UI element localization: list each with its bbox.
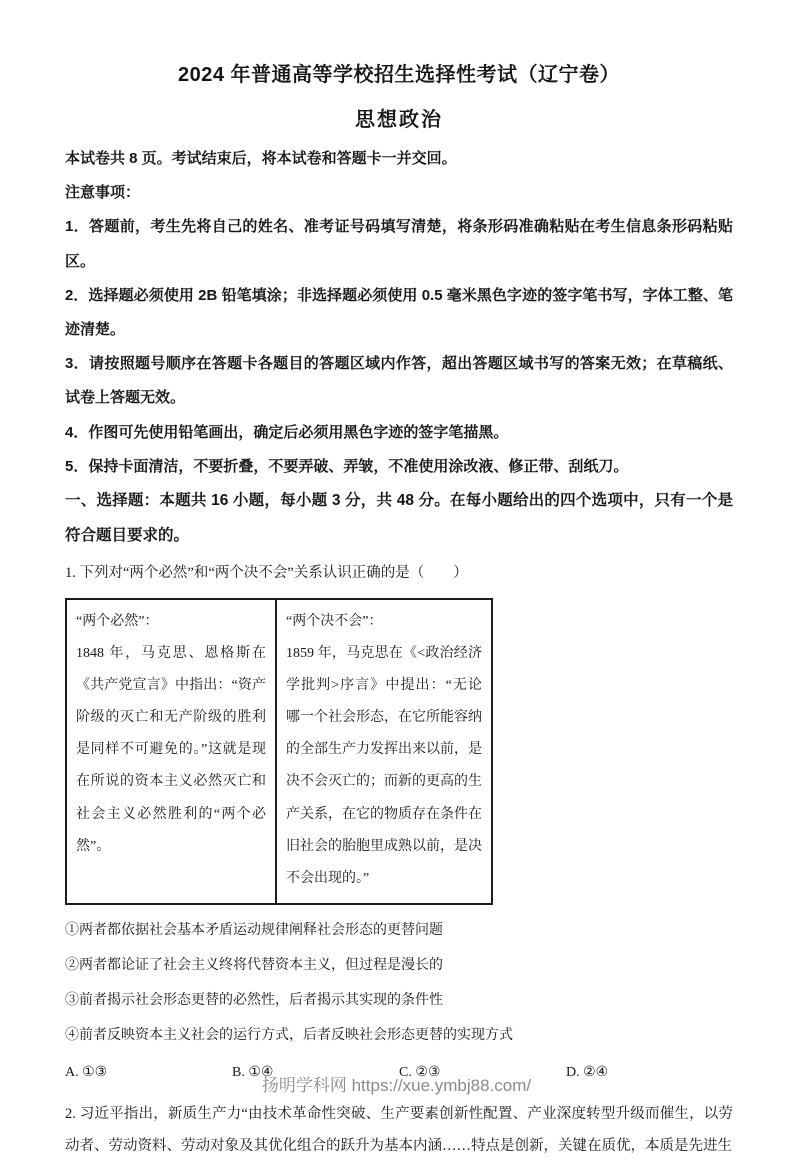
notice-item-2: 2．选择题必须使用 2B 铅笔填涂；非选择题必须使用 0.5 毫米黑色字迹的签字笔书写，字体工整、笔迹清楚。 [65, 286, 733, 338]
footer-watermark: 扬明学科网 https://xue.ymbj88.com/ [261, 1076, 532, 1095]
question-2-stem: 2. 习近平指出，新质生产力“由技术革命性突破、生产要素创新性配置、产业深度转型升级而催生，以劳动者、劳动资料、劳动对象及其优化组合的跃升为基本内涵……特点是创新，关键在质优，本质是先进生 [65, 1106, 733, 1155]
statement-1: ①两者都依据社会基本矛盾运动规律阐释社会形态的更替问题 [65, 923, 443, 939]
section-heading: 一、选择题：本题共 16 小题，每小题 3 分，共 48 分。在每小题给出的四个选项中，只有一个是符合题目要求的。 [65, 491, 733, 544]
notice-item-5: 5．保持卡面清洁，不要折叠，不要弄破、弄皱，不准使用涂改液、修正带、刮纸刀。 [65, 457, 629, 475]
table-cell-two-inevitables [66, 599, 276, 905]
table-cell-left-title: “两个必然”： [76, 613, 159, 629]
statement-3: ③前者揭示社会形态更替的必然性，后者揭示其实现的条件性 [65, 993, 443, 1009]
question-1-stem: 1. 下列对“两个必然”和“两个决不会”关系认识正确的是（ ） [65, 564, 468, 581]
intro-note: 本试卷共 8 页。考试结束后，将本试卷和答题卡一并交回。 [65, 150, 457, 167]
table-cell-right-title: “两个决不会”： [286, 613, 383, 629]
comparison-table-row [66, 599, 492, 905]
exam-title: 2024 年普通高等学校招生选择性考试（辽宁卷） [177, 64, 621, 86]
choice-b: B. ①④ [232, 1065, 274, 1081]
table-cell-left-body: 1848 年，马克思、恩格斯在《共产党宣言》中指出：“资产阶级的灭亡和无产阶级的胜利是同样不可避免的。”这就是现在所说的资本主义必然灭亡和社会主义必然胜利的“两个必然”。 [76, 645, 266, 854]
notice-item-4: 4．作图可先使用铅笔画出，确定后必须用黑色字迹的签字笔描黑。 [65, 423, 509, 441]
statement-4: ④前者反映资本主义社会的运行方式，后者反映社会形态更替的实现方式 [65, 1028, 513, 1044]
notice-block [65, 142, 733, 484]
table-cell-two-nevers [276, 599, 492, 905]
choice-d: D. ②④ [566, 1065, 609, 1081]
comparison-table [65, 598, 493, 906]
choice-a: A. ①③ [65, 1065, 108, 1081]
notice-item-3: 3．请按照题号顺序在答题卡各题目的答题区域内作答，超出答题区域书写的答案无效；在草稿纸、试卷上答题无效。 [65, 355, 733, 407]
notice-heading: 注意事项： [65, 184, 141, 202]
table-cell-right-body: 1859 年，马克思在《<政治经济学批判>序言》中提出：“无论哪一个社会形态，在它所能容纳的全部生产力发挥出来以前，是决不会灭亡的；而新的更高的生产关系，在它的物质存在条件在旧社会的胎胞里成熟以前，是决不会出现的。” [286, 645, 482, 887]
exam-subtitle: 思想政治 [355, 109, 443, 131]
notice-item-1: 1．答题前，考生先将自己的姓名、准考证号码填写清楚，将条形码准确粘贴在考生信息条形码粘贴区。 [65, 218, 733, 270]
statement-2: ②两者都论证了社会主义终将代替资本主义，但过程是漫长的 [65, 958, 443, 974]
question-1-statements [65, 913, 733, 1053]
choice-c: C. ②③ [399, 1065, 441, 1081]
